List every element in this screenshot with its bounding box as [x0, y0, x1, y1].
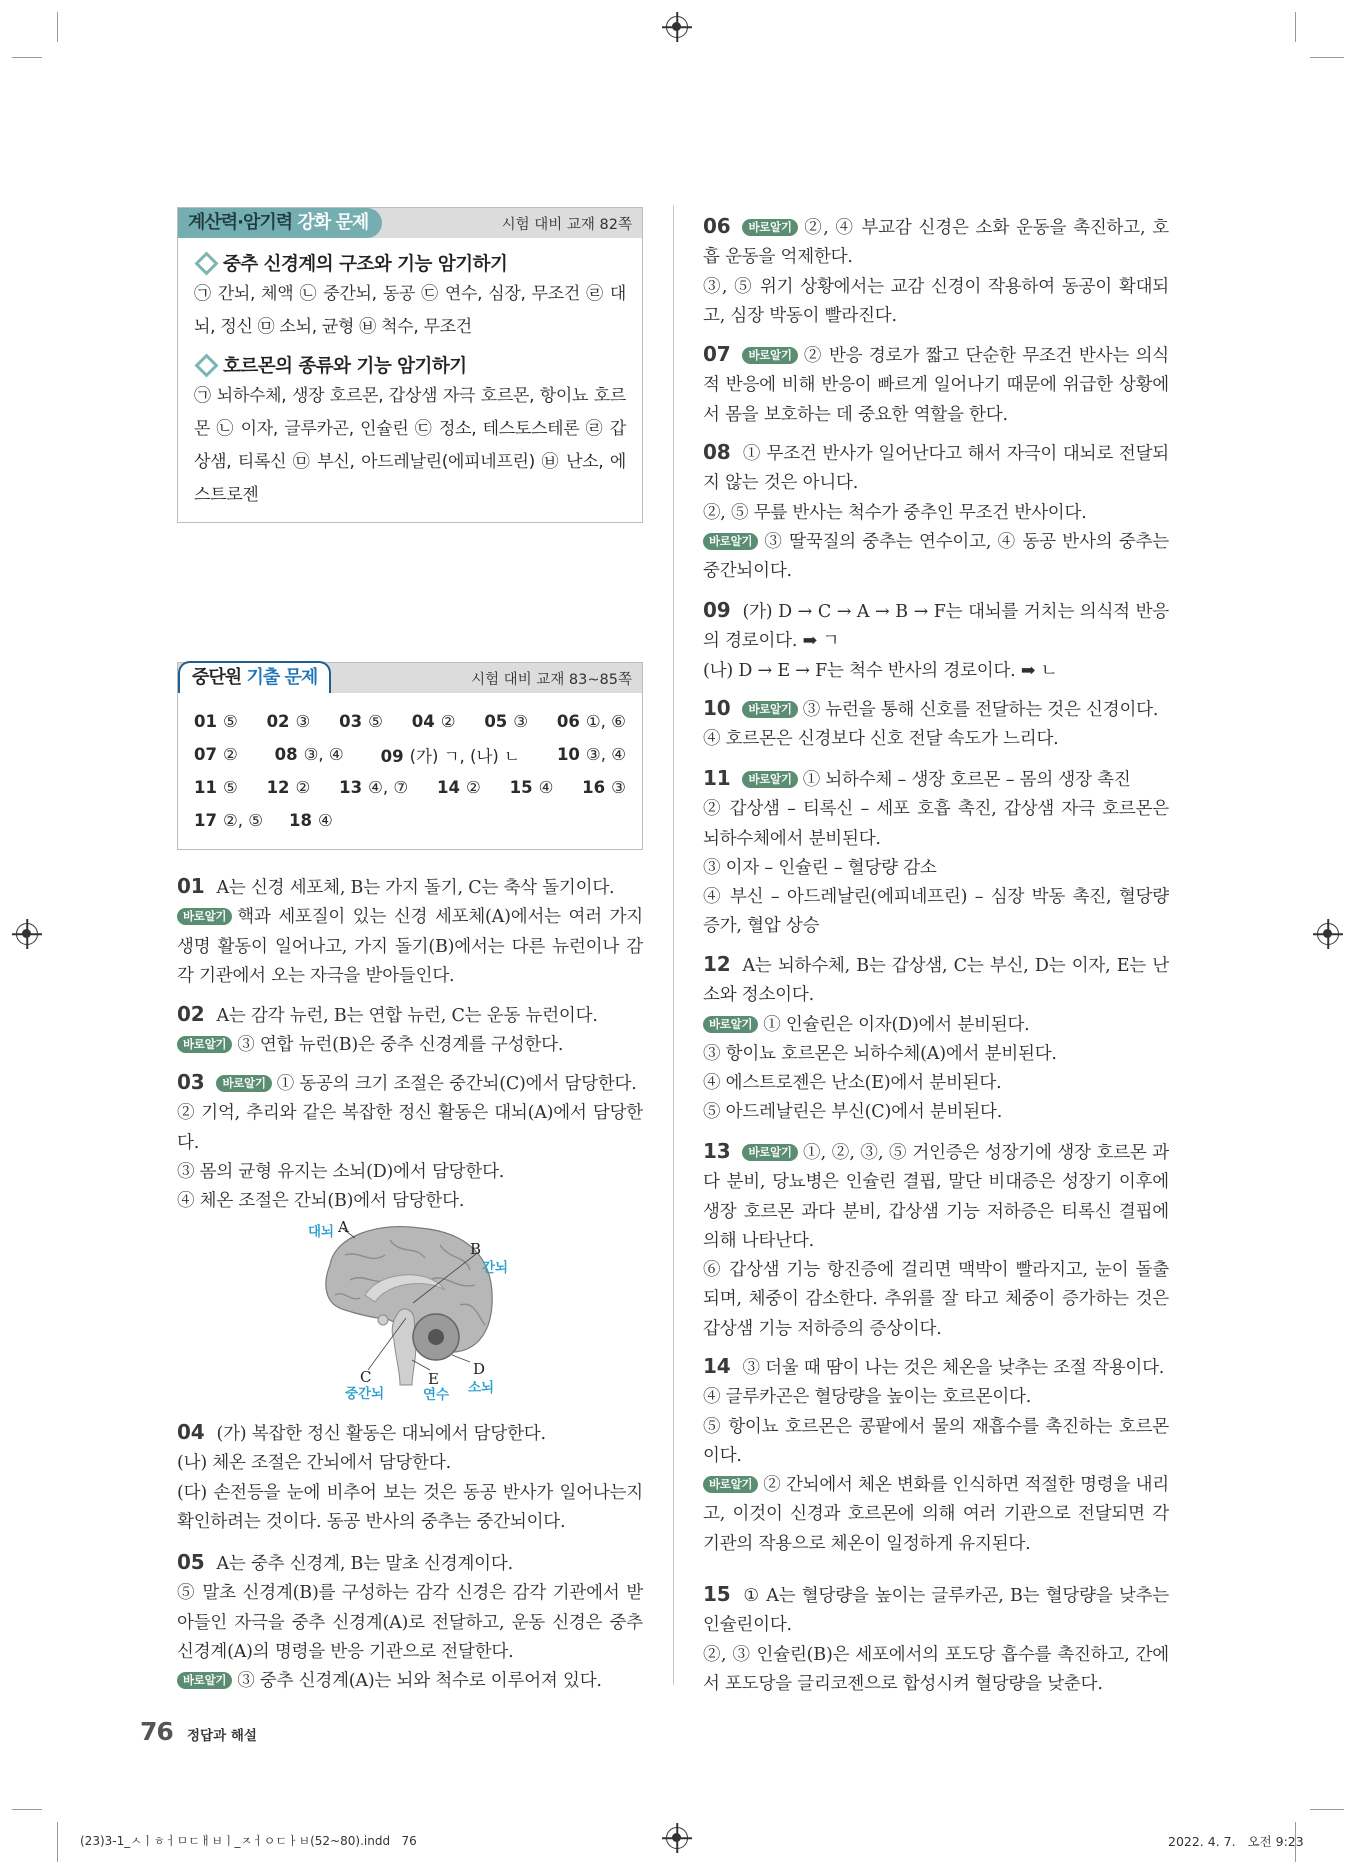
explanation-text: ① 인슐린은 이자(D)에서 분비된다.	[763, 1014, 1030, 1035]
explanation-paragraph	[703, 1471, 1169, 1559]
explanation-text: ③ 연합 뉴런(B)은 중추 신경계를 구성한다.	[237, 1035, 564, 1056]
explanation-text: ②, ⑤ 무릎 반사는 척수가 중추인 무조건 반사이다.	[703, 502, 1087, 523]
correction-badge: 바로알기	[177, 1672, 232, 1689]
explanation-paragraph	[703, 596, 1169, 657]
explanation-paragraph	[177, 1031, 643, 1060]
section-text: ㉠ 뇌하수체, 생장 호르몬, 갑상샘 자극 호르몬, 항이뇨 호르몬 ㉡ 이자, 글루카곤, 인슐린 ㉢ 정소, 테스토스테론 ㉣ 갑상샘, 티록신 ㉤ 부신, 아드레날린(에피네프린) ㉥ 난소, 에스트로젠	[194, 386, 626, 505]
answer-explanation	[177, 1548, 643, 1696]
question-number: 10	[703, 696, 731, 720]
brain-letter-b: B	[470, 1240, 482, 1258]
answer-item	[510, 778, 554, 797]
explanation-paragraph	[703, 1383, 1169, 1412]
explanation-text: (가) 복잡한 정신 활동은 대뇌에서 담당한다.	[216, 1424, 546, 1444]
explanation-paragraph	[703, 854, 1169, 883]
answer-item	[194, 712, 238, 731]
answer-grid	[178, 693, 642, 837]
explanation-text: ④ 체온 조절은 간뇌(B)에서 담당한다.	[177, 1191, 465, 1212]
question-number: 14	[703, 1354, 731, 1378]
question-number: 05	[177, 1550, 205, 1574]
answer-explanation	[703, 438, 1169, 586]
explanation-paragraph	[177, 1418, 643, 1449]
answer-value: ③	[611, 778, 626, 797]
crop-mark	[1310, 1809, 1344, 1810]
answer-explanation	[703, 340, 1169, 430]
explanation-paragraph	[703, 795, 1169, 854]
explanation-paragraph	[703, 1098, 1169, 1127]
question-number: 07	[703, 342, 731, 366]
explanation-paragraph	[177, 1158, 643, 1187]
brain-label-cerebrum: 대뇌	[308, 1224, 335, 1240]
answer-row	[194, 738, 626, 771]
explanation-text: ③ 더울 때 땀이 나는 것은 체온을 낮추는 조절 작용이다.	[742, 1358, 1165, 1378]
answer-explanation	[703, 694, 1169, 755]
explanation-text: ① 동공의 크기 조절은 중간뇌(C)에서 담당한다.	[276, 1074, 637, 1094]
question-number: 01	[177, 874, 205, 898]
correction-badge: 바로알기	[742, 1144, 797, 1161]
explanation-text: ③ 뉴런을 통해 신호를 전달하는 것은 신경이다.	[802, 700, 1159, 720]
answer-number: 13	[339, 778, 363, 797]
brain-letter-e: E	[428, 1370, 439, 1388]
explanation-paragraph	[177, 903, 643, 991]
answer-item	[267, 778, 311, 797]
tab-title: 계산력·암기력	[188, 212, 293, 233]
answer-item	[557, 712, 626, 731]
answer-number: 17	[194, 811, 217, 830]
section-heading-text: 호르몬의 종류와 기능 암기하기	[223, 356, 467, 377]
question-number: 09	[703, 598, 731, 622]
question-number: 12	[703, 952, 731, 976]
crop-mark	[12, 57, 42, 58]
explanation-paragraph	[703, 1069, 1169, 1098]
question-number: 03	[177, 1070, 205, 1094]
question-number: 06	[703, 214, 731, 238]
answer-item	[437, 778, 481, 797]
question-number: 08	[703, 440, 731, 464]
answer-explanation	[177, 872, 643, 991]
correction-badge: 바로알기	[742, 771, 797, 788]
correction-badge: 바로알기	[742, 347, 797, 364]
answer-explanation	[177, 1068, 643, 1216]
explanation-text: ② 갑상샘 – 티록신 – 세포 호흡 촉진, 갑상샘 자극 호르몬은 뇌하수체에서 분비된다.	[703, 799, 1169, 849]
tab-subtitle: 기출 문제	[246, 667, 318, 688]
explanation-text: A는 신경 세포체, B는 가지 돌기, C는 축삭 돌기이다.	[216, 878, 615, 898]
crop-mark	[1310, 57, 1344, 58]
answer-value: ③	[513, 712, 529, 731]
answer-value: ②	[440, 712, 456, 731]
registration-mark-icon	[666, 1827, 688, 1849]
brain-letter-a: A	[338, 1218, 349, 1236]
explanation-text: A는 감각 뉴런, B는 연합 뉴런, C는 운동 뉴런이다.	[216, 1006, 598, 1026]
brain-label-cerebellum: 소뇌	[468, 1380, 495, 1396]
explanation-text: ④ 글루카곤은 혈당량을 높이는 호르몬이다.	[703, 1387, 1032, 1408]
explanation-text: ② 간뇌에서 체온 변화를 인식하면 적절한 명령을 내리고, 이것이 신경과 호르몬에 의해 여러 기관으로 전달되면 각 기관의 작용으로 체온이 일정하게 유지된다.	[703, 1475, 1169, 1554]
answer-item	[267, 712, 311, 731]
explanation-text: ⑤ 말초 신경계(B)를 구성하는 감각 신경은 감각 기관에서 받아들인 자극을 중추 신경계(A)로 전달하고, 운동 신경은 중추 신경계(A)의 명령을 반응 기관으로 전달한다.	[177, 1583, 643, 1662]
correction-badge: 바로알기	[177, 1036, 232, 1053]
tab-title: 중단원	[192, 667, 247, 688]
answer-explanation	[703, 1580, 1169, 1699]
answer-value: ②, ⑤	[222, 811, 264, 830]
explanation-paragraph	[177, 1479, 643, 1538]
question-number: 13	[703, 1139, 731, 1163]
answer-explanation	[703, 950, 1169, 1128]
explanation-text: ⑤ 아드레날린은 부신(C)에서 분비된다.	[703, 1102, 1003, 1123]
answer-row	[194, 804, 626, 837]
question-number: 15	[703, 1582, 731, 1606]
answer-value: ④	[318, 811, 333, 830]
explanation-paragraph	[177, 872, 643, 903]
memorization-box	[177, 207, 643, 523]
explanation-text: ④ 호르몬은 신경보다 신호 전달 속도가 느리다.	[703, 729, 1059, 750]
explanation-text: ③ 이자 – 인슐린 – 혈당량 감소	[703, 857, 937, 878]
diamond-bullet-icon	[194, 353, 218, 377]
tab-subtitle: 강화 문제	[292, 212, 369, 233]
question-number: 04	[177, 1420, 205, 1444]
section-heading-text: 중추 신경계의 구조와 기능 암기하기	[223, 254, 508, 275]
answer-number: 06	[556, 712, 580, 731]
crop-mark	[12, 1809, 42, 1810]
textbook-reference: 시험 대비 교재 83~85쪽	[471, 672, 632, 688]
explanation-text: (나) D → E → F는 척수 반사의 경로이다. ➡ ㄴ	[703, 660, 1058, 681]
explanation-text: ③ 몸의 균형 유지는 소뇌(D)에서 담당한다.	[177, 1161, 505, 1182]
slug-datetime: 2022. 4. 7. 오전 9:23	[1168, 1834, 1304, 1849]
explanation-text: ②, ③ 인슐린(B)은 세포에서의 포도당 흡수를 촉진하고, 간에서 포도당을 글리코젠으로 합성시켜 혈당량을 낮춘다.	[703, 1644, 1169, 1694]
brain-letter-c: C	[360, 1368, 372, 1386]
answer-number: 04	[411, 712, 435, 731]
page-number: 76	[140, 1717, 173, 1746]
box-tab	[178, 208, 382, 238]
crop-mark	[57, 12, 58, 42]
explanation-paragraph	[703, 1040, 1169, 1069]
explanation-text: 핵과 세포질이 있는 신경 세포체(A)에서는 여러 가지 생명 활동이 일어나고, 가지 돌기(B)에서는 다른 뉴런이나 감각 기관에서 오는 자극을 받아들인다.	[177, 907, 643, 986]
textbook-reference: 시험 대비 교재 82쪽	[501, 217, 632, 233]
answer-item	[339, 712, 383, 731]
explanation-paragraph	[703, 950, 1169, 1011]
explanation-text: ④ 부신 – 아드레날린(에피네프린) – 심장 박동 촉진, 혈당량 증가, 혈압 상승	[703, 887, 1169, 937]
explanation-paragraph	[703, 212, 1169, 273]
answer-explanation	[703, 1137, 1169, 1344]
explanation-text: ② 기억, 추리와 같은 복잡한 정신 활동은 대뇌(A)에서 담당한다.	[177, 1103, 643, 1153]
section-heading	[194, 352, 626, 378]
explanation-text: ③ 중추 신경계(A)는 뇌와 척수로 이루어져 있다.	[237, 1671, 602, 1692]
registration-mark-icon	[16, 923, 38, 945]
explanation-paragraph	[703, 694, 1169, 725]
answer-number: 16	[582, 778, 606, 797]
explanation-paragraph	[703, 1641, 1169, 1700]
explanation-text: ⑤ 항이뇨 호르몬은 콩팥에서 물의 재흡수를 촉진하는 호르몬이다.	[703, 1416, 1169, 1466]
crop-mark	[57, 1822, 58, 1862]
answer-number: 15	[509, 778, 533, 797]
crop-mark	[1295, 12, 1296, 42]
section-heading	[194, 250, 626, 276]
answer-explanation	[703, 212, 1169, 331]
answer-item	[582, 778, 626, 797]
answer-explanation	[703, 596, 1169, 686]
explanation-paragraph	[177, 1449, 643, 1478]
brain-label-diencephalon: 간뇌	[482, 1260, 509, 1276]
explanation-paragraph	[177, 1548, 643, 1579]
answer-number: 02	[266, 712, 290, 731]
explanation-text: ①, ②, ③, ⑤ 거인증은 성장기에 생장 호르몬 과다 분비, 당뇨병은 인슐린 결핍, 말단 비대증은 성장기 이후에 생장 호르몬 과다 분비, 갑상샘 기능 저하증은 티록신 결핍에 의해 나타난다.	[703, 1143, 1169, 1251]
answer-value: ②	[222, 745, 238, 764]
answer-number: 18	[289, 811, 313, 830]
slug-filename: (23)3-1_ㅅㅣㅎㅓㅁㄷㅐㅂㅣ_ㅈㅓㅇㄷㅏㅂ(52~80).indd 76	[80, 1834, 417, 1848]
explanation-paragraph	[703, 725, 1169, 754]
answer-number: 12	[266, 778, 290, 797]
correction-badge: 바로알기	[742, 701, 797, 718]
answer-value: ③, ④	[303, 745, 344, 764]
answer-item	[289, 811, 333, 830]
answer-item	[557, 745, 626, 764]
answer-value: ⑤	[222, 712, 238, 731]
explanation-paragraph	[177, 1068, 643, 1099]
explanation-paragraph	[703, 1011, 1169, 1040]
explanation-text: ③ 딸꾹질의 중추는 연수이고, ④ 동공 반사의 중추는 중간뇌이다.	[703, 531, 1169, 582]
section-text: ㉠ 간뇌, 체액 ㉡ 중간뇌, 동공 ㉢ 연수, 심장, 무조건 ㉣ 대뇌, 정신 ㉤ 소뇌, 균형 ㉥ 척수, 무조건	[194, 284, 626, 337]
answer-value: ③, ④	[585, 745, 626, 764]
explanation-text: (다) 손전등을 눈에 비추어 보는 것은 동공 반사가 일어나는지 확인하려는 것이다. 동공 반사의 중추는 중간뇌이다.	[177, 1482, 643, 1532]
correction-badge: 바로알기	[703, 1476, 758, 1493]
answer-value: ⑤	[222, 778, 238, 797]
explanation-paragraph	[703, 1413, 1169, 1472]
explanation-paragraph	[703, 499, 1169, 528]
answer-value: ⑤	[368, 712, 383, 731]
box-tab	[178, 661, 331, 693]
answer-value: ②	[295, 778, 311, 797]
answer-value: ④, ⑦	[368, 778, 409, 797]
explanation-text: ④ 에스트로젠은 난소(E)에서 분비된다.	[703, 1073, 1002, 1094]
answer-item	[412, 712, 456, 731]
answer-explanation	[703, 764, 1169, 942]
explanation-text: ② 반응 경로가 짧고 단순한 무조건 반사는 의식적 반응에 비해 반응이 빠르게 일어나기 때문에 위급한 상황에서 몸을 보호하는 데 중요한 역할을 한다.	[703, 346, 1169, 425]
answer-item	[194, 811, 263, 830]
explanation-text: ① 무조건 반사가 일어난다고 해서 자극이 대뇌로 전달되지 않는 것은 아니다.	[703, 444, 1169, 494]
answer-value: ①, ⑥	[585, 712, 626, 731]
answer-item	[194, 778, 238, 797]
answer-item	[484, 712, 528, 731]
registration-mark-icon	[666, 16, 688, 38]
brain-figure	[290, 1210, 540, 1403]
correction-badge: 바로알기	[703, 1016, 758, 1033]
explanation-paragraph	[703, 528, 1169, 587]
correction-badge: 바로알기	[216, 1075, 271, 1092]
explanation-text: A는 중추 신경계, B는 말초 신경계이다.	[216, 1554, 513, 1574]
brain-label-medulla: 연수	[423, 1387, 450, 1403]
explanation-text: (가) D → C → A → B → F는 대뇌를 거치는 의식적 반응의 경로이다. ➡ ㄱ	[703, 602, 1169, 652]
explanation-paragraph	[177, 1579, 643, 1667]
answer-item	[381, 743, 520, 767]
explanation-text: A는 뇌하수체, B는 갑상샘, C는 부신, D는 이자, E는 난소와 정소이다.	[703, 956, 1169, 1006]
box-header	[178, 663, 642, 693]
question-number: 11	[703, 766, 731, 790]
brain-label-midbrain: 중간뇌	[345, 1386, 385, 1402]
explanation-paragraph	[703, 764, 1169, 795]
registration-mark-icon	[1317, 923, 1339, 945]
explanation-paragraph	[703, 1137, 1169, 1256]
diamond-bullet-icon	[194, 251, 218, 275]
explanation-paragraph	[703, 340, 1169, 430]
correction-badge: 바로알기	[742, 219, 797, 236]
explanation-paragraph	[703, 1352, 1169, 1383]
answer-number: 14	[437, 778, 460, 797]
column-divider	[673, 205, 674, 1685]
correction-badge: 바로알기	[703, 533, 758, 550]
answer-number: 08	[274, 745, 298, 764]
answer-number: 09	[380, 746, 404, 766]
explanation-paragraph	[703, 1580, 1169, 1641]
answer-row	[194, 705, 626, 738]
box-header	[178, 208, 642, 238]
answer-explanation	[703, 1352, 1169, 1559]
explanation-paragraph	[177, 1000, 643, 1031]
correction-badge: 바로알기	[177, 908, 232, 925]
explanation-text: ②, ④ 부교감 신경은 소화 운동을 촉진하고, 호흡 운동을 억제한다.	[703, 218, 1169, 268]
explanation-text: ③, ⑤ 위기 상황에서는 교감 신경이 작용하여 동공이 확대되고, 심장 박동이 빨라진다.	[703, 276, 1169, 326]
explanation-text: ① A는 혈당량을 높이는 글루카곤, B는 혈당량을 낮추는 인슐린이다.	[703, 1586, 1169, 1636]
answer-number: 03	[339, 712, 363, 731]
explanation-paragraph	[177, 1099, 643, 1158]
answer-explanation	[177, 1000, 643, 1061]
explanation-paragraph	[703, 273, 1169, 332]
answer-number: 10	[556, 745, 580, 764]
explanation-paragraph	[703, 657, 1169, 686]
answer-value: ④	[538, 778, 554, 797]
answer-explanation	[177, 1418, 643, 1537]
footer-title: 정답과 해설	[187, 1728, 257, 1744]
brain-letter-d: D	[473, 1360, 486, 1378]
answer-value: (가) ㄱ, (나) ㄴ	[409, 746, 521, 766]
answer-value: ③	[295, 712, 311, 731]
answer-item	[275, 745, 344, 764]
explanation-text: ⑥ 갑상샘 기능 항진증에 걸리면 맥박이 빨라지고, 눈이 돌출되며, 체중이 감소한다. 추위를 잘 타고 체중이 증가하는 것은 갑상샘 기능 저하증의 증상이다.	[703, 1260, 1169, 1339]
explanation-paragraph	[177, 1667, 643, 1696]
question-number: 02	[177, 1002, 205, 1026]
answer-key-box	[177, 662, 643, 850]
explanation-text: (나) 체온 조절은 간뇌에서 담당한다.	[177, 1453, 451, 1474]
answer-value: ②	[465, 778, 481, 797]
answer-number: 07	[194, 745, 217, 764]
explanation-paragraph	[703, 1256, 1169, 1344]
answer-number: 01	[194, 712, 217, 731]
answer-item	[194, 745, 238, 764]
answer-number: 11	[194, 778, 217, 797]
answer-item	[339, 778, 408, 797]
answer-number: 05	[484, 712, 508, 731]
explanation-paragraph	[703, 883, 1169, 942]
answer-row	[194, 771, 626, 804]
explanation-paragraph	[703, 438, 1169, 499]
explanation-text: ① 뇌하수체 – 생장 호르몬 – 몸의 생장 촉진	[802, 770, 1131, 790]
explanation-text: ③ 항이뇨 호르몬은 뇌하수체(A)에서 분비된다.	[703, 1043, 1057, 1064]
